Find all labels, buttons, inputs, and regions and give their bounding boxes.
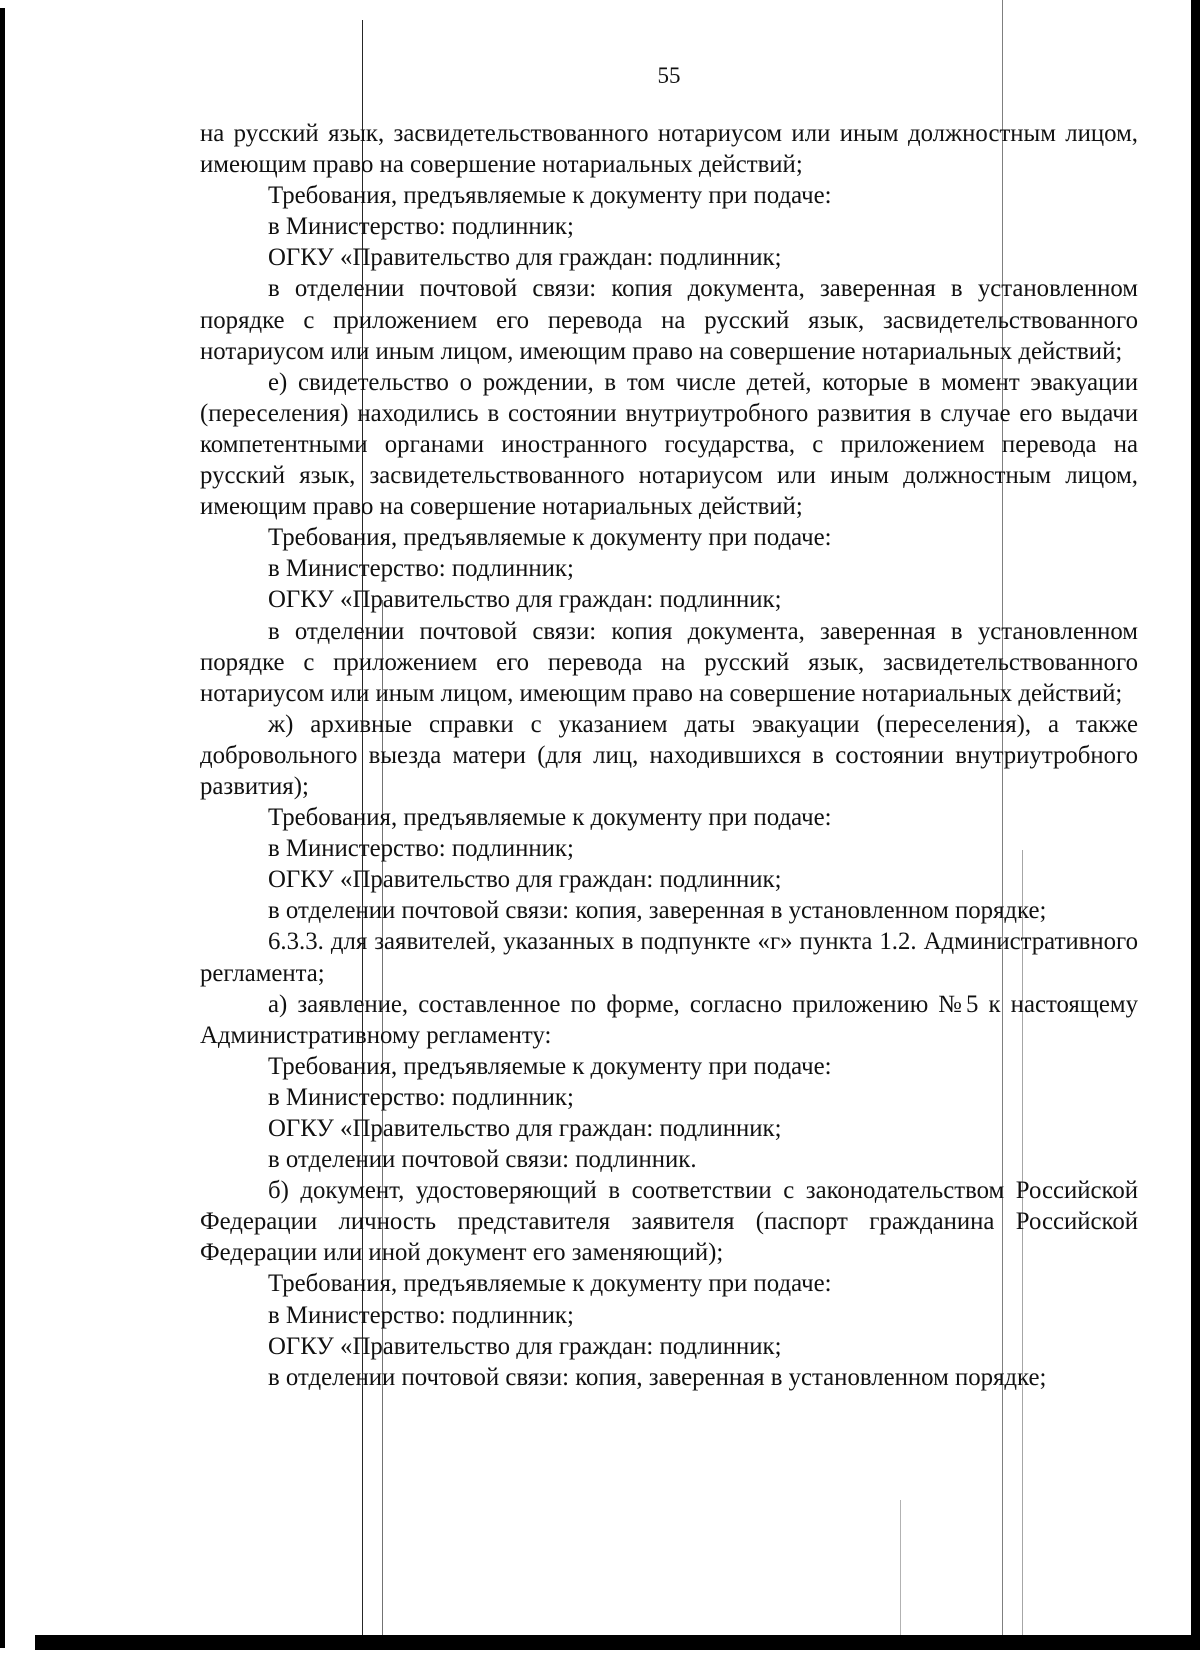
paragraph: Требования, предъявляемые к документу при подаче: <box>268 1052 832 1080</box>
paragraph: 6.3.3. для заявителей, указанных в подпункте «г» пункта 1.2. Административного регламента; <box>200 928 1138 987</box>
paragraph: Требования, предъявляемые к документу при подаче: <box>268 182 832 210</box>
paragraph: в Министерство: подлинник; <box>268 1301 574 1329</box>
paragraph: в отделении почтовой связи: копия, заверенная в установленном порядке; <box>268 1363 1047 1391</box>
paragraph: в Министерство: подлинник; <box>268 1083 574 1111</box>
scan-border-bottom <box>35 1635 1200 1650</box>
paragraph: е) свидетельство о рождении, в том числе детей, которые в момент эвакуации (переселения) находились в состоянии внутриутробного развития в случае его выдачи компетентными органами иностранного государства, с приложением перевода на русский язык, засвидетельствованного нотариусом или иным должностным лицом, имеющим право на совершение нотариальных действий; <box>200 368 1138 521</box>
paragraph: на русский язык, засвидетельствованного нотариусом или иным должностным лицом, имеющим право на совершение нотариальных действий; <box>200 120 1138 179</box>
document-body <box>200 118 1138 1393</box>
paragraph: в отделении почтовой связи: подлинник. <box>268 1146 697 1174</box>
paragraph: ОГКУ «Правительство для граждан: подлинник; <box>268 586 782 614</box>
paragraph: ОГКУ «Правительство для граждан: подлинник; <box>268 244 782 272</box>
paragraph: Требования, предъявляемые к документу при подаче: <box>268 524 832 552</box>
paragraph: в отделении почтовой связи: копия документа, заверенная в установленном порядке с приложением его перевода на русский язык, засвидетельствованного нотариусом или иным лицом, имеющим право на совершение нотариальных действий; <box>200 617 1138 707</box>
paragraph: а) заявление, составленное по форме, согласно приложению №5 к настоящему Административному регламенту: <box>200 990 1138 1049</box>
scan-border-left <box>0 8 5 1648</box>
paragraph: в отделении почтовой связи: копия документа, заверенная в установленном порядке с приложением его перевода на русский язык, засвидетельствованного нотариусом или иным лицом, имеющим право на совершение нотариальных действий; <box>200 275 1138 365</box>
paragraph: б) документ, удостоверяющий в соответствии с законодательством Российской Федерации личность представителя заявителя (паспорт гражданина Российской Федерации или иной документ его заменяющий); <box>200 1177 1138 1267</box>
paragraph: ОГКУ «Правительство для граждан: подлинник; <box>268 866 782 894</box>
paragraph: Требования, предъявляемые к документу при подаче: <box>268 804 832 832</box>
paragraph: в отделении почтовой связи: копия, заверенная в установленном порядке; <box>268 897 1047 925</box>
paragraph: Требования, предъявляемые к документу при подаче: <box>268 1270 832 1298</box>
paragraph: ОГКУ «Правительство для граждан: подлинник; <box>268 1332 782 1360</box>
scan-artifact-line <box>900 1500 901 1640</box>
scan-border-right <box>1191 0 1200 1650</box>
paragraph: в Министерство: подлинник; <box>268 213 574 241</box>
page-number: 55 <box>657 63 681 88</box>
paragraph: ж) архивные справки с указанием даты эвакуации (переселения), а также добровольного выезда матери (для лиц, находившихся в состоянии внутриутробного развития); <box>200 710 1138 800</box>
paragraph: ОГКУ «Правительство для граждан: подлинник; <box>268 1115 782 1142</box>
paragraph: в Министерство: подлинник; <box>268 835 574 863</box>
paragraph: в Министерство: подлинник; <box>268 555 574 583</box>
